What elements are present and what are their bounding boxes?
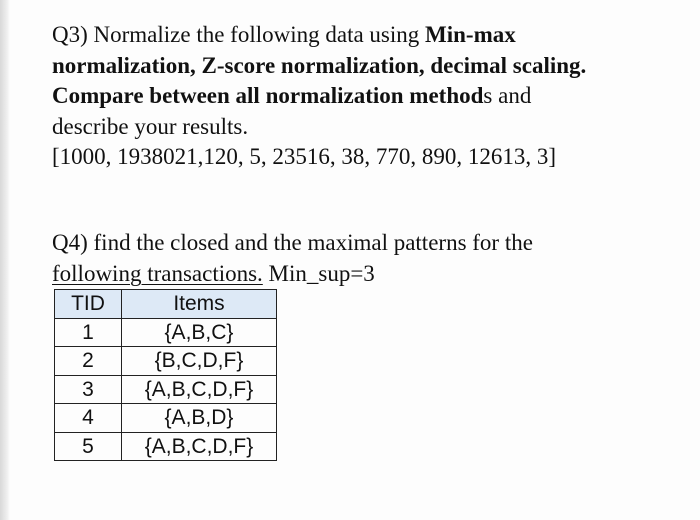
cell-tid: 1: [55, 318, 122, 347]
header-items: Items: [122, 290, 277, 319]
header-tid: TID: [55, 290, 122, 319]
page-edge-shadow: [0, 0, 10, 520]
table-row: [55, 375, 277, 404]
cell-items: {A,B,C,D,F}: [122, 432, 277, 461]
table-row: [55, 318, 277, 347]
table-row: [55, 432, 277, 461]
cell-items: {A,B,C,D,F}: [122, 375, 277, 404]
table-row: [55, 404, 277, 433]
question-3: [52, 20, 682, 173]
table-header-row: [55, 290, 277, 319]
q3-line-3-bold: Compare between all normalization method: [52, 83, 484, 108]
cell-tid: 2: [55, 347, 122, 376]
q4-line-2: [52, 259, 682, 290]
cell-items: {A,B,D}: [122, 404, 277, 433]
q3-data-values: [1000, 1938021,120, 5, 23516, 38, 770, 890, 12613, 3]: [52, 144, 557, 169]
q3-line-3: [52, 81, 682, 112]
cell-tid: 3: [55, 375, 122, 404]
cell-tid: 4: [55, 404, 122, 433]
q3-line-1-text: Q3) Normalize the following data using: [52, 22, 426, 47]
q3-data-list: [52, 142, 682, 173]
cell-tid: 5: [55, 432, 122, 461]
q3-line-1: [52, 20, 682, 51]
transactions-table: [54, 289, 277, 461]
q4-line-1: [52, 228, 682, 259]
q4-line-1-text: Q4) find the closed and the maximal patterns for the: [52, 230, 533, 255]
q3-line-4-text: describe your results.: [52, 113, 249, 139]
q4-min-sup: Min_sup=3: [262, 260, 375, 286]
q3-line-3-text: s and: [483, 83, 532, 108]
q3-line-1-bold: Min-max: [425, 22, 516, 47]
cell-items: {B,C,D,F}: [122, 347, 277, 376]
q4-line-2-underlined: following transactions.: [52, 260, 263, 286]
cell-items: {A,B,C}: [122, 318, 277, 347]
table-row: [55, 347, 277, 376]
question-4: [52, 228, 682, 289]
q3-line-2: [52, 51, 682, 82]
q3-line-4: [52, 112, 682, 143]
q3-line-2-bold: normalization, Z-score normalization, decimal scaling.: [52, 52, 587, 78]
